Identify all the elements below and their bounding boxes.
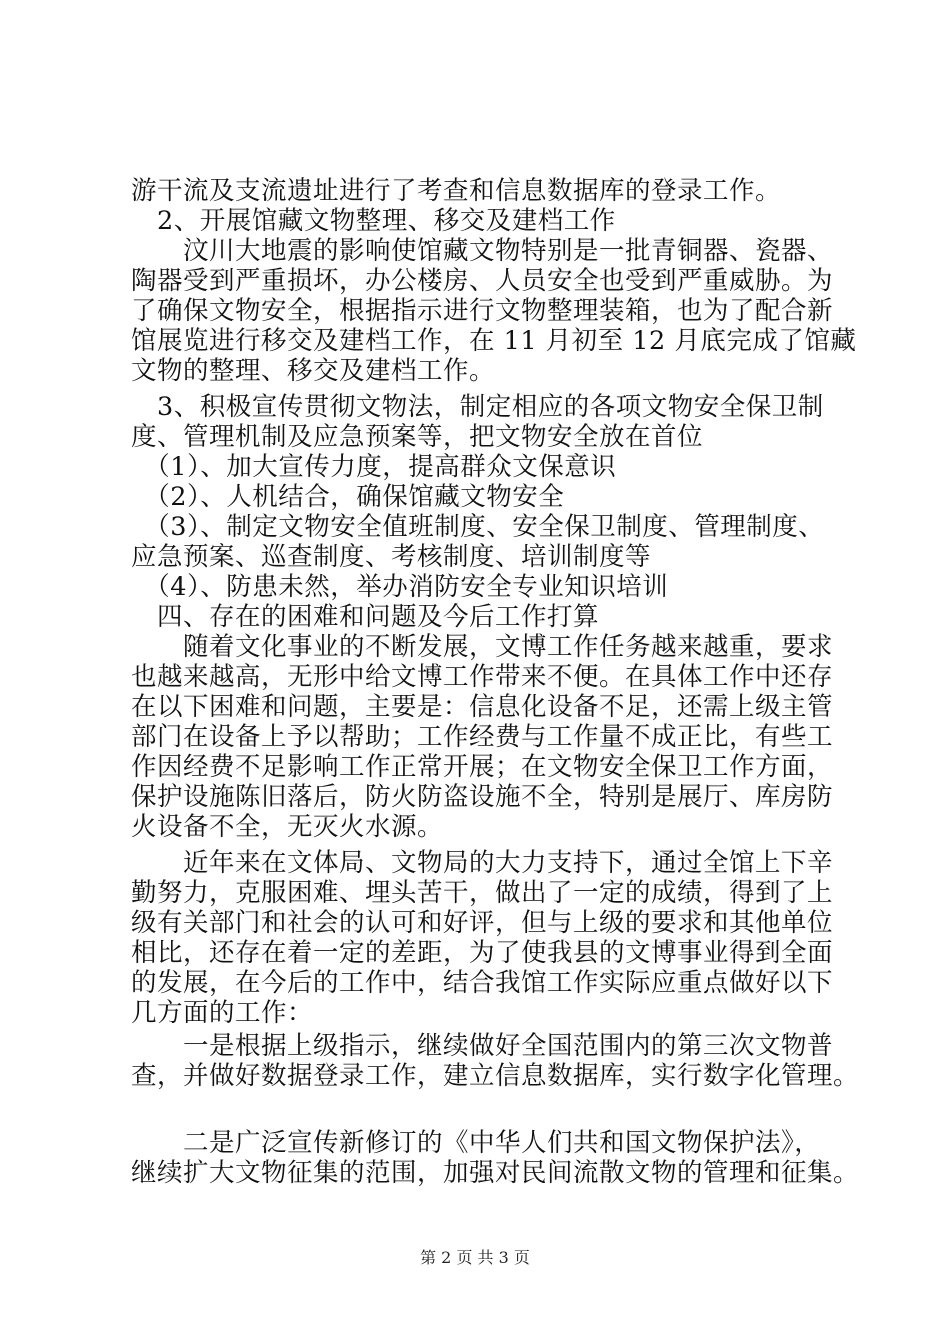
section-heading: 2、开展馆藏文物整理、移交及建档工作 — [131, 206, 616, 236]
body-text-line: 级有关部门和社会的认可和好评，但与上级的要求和其他单位 — [131, 908, 834, 938]
body-text-line: 在以下困难和问题，主要是：信息化设备不足，还需上级主管 — [131, 692, 834, 722]
list-item: （2）、人机结合，确保馆藏文物安全 — [131, 482, 565, 512]
list-item: （4）、防患未然，举办消防安全专业知识培训 — [131, 572, 669, 602]
list-item: （1）、加大宣传力度，提高群众文保意识 — [131, 452, 617, 482]
body-text-line: 应急预案、巡查制度、考核制度、培训制度等 — [131, 542, 652, 572]
page-footer: 第 2 页 共 3 页 — [420, 1248, 530, 1267]
section-heading: 3、积极宣传贯彻文物法，制定相应的各项文物安全保卫制 — [131, 392, 824, 422]
body-text-line: 保护设施陈旧落后，防火防盗设施不全，特别是展厅、库房防 — [131, 782, 834, 812]
body-text-line: 也越来越高，无形中给文博工作带来不便。在具体工作中还存 — [131, 662, 834, 692]
body-text-line: 二是广泛宣传新修订的《中华人们共和国文物保护法》， — [131, 1128, 821, 1158]
body-text-line: 近年来在文体局、文物局的大力支持下，通过全馆上下辛 — [131, 848, 834, 878]
body-text-line: 汶川大地震的影响使馆藏文物特别是一批青铜器、瓷器、 — [131, 236, 834, 266]
body-text-line: 了确保文物安全，根据指示进行文物整理装箱，也为了配合新 — [131, 296, 834, 326]
list-item: （3）、制定文物安全值班制度、安全保卫制度、管理制度、 — [131, 512, 825, 542]
body-text-line: 游干流及支流遗址进行了考查和信息数据库的登录工作。 — [131, 176, 782, 206]
body-text-line: 的发展，在今后的工作中，结合我馆工作实际应重点做好以下 — [131, 968, 834, 998]
body-text-line: 度、管理机制及应急预案等，把文物安全放在首位 — [131, 422, 704, 452]
body-text-line: 继续扩大文物征集的范围，加强对民间流散文物的管理和征集。 — [131, 1158, 860, 1188]
body-text-line: 陶器受到严重损坏，办公楼房、人员安全也受到严重威胁。为 — [131, 266, 834, 296]
body-text-line: 一是根据上级指示，继续做好全国范围内的第三次文物普 — [131, 1031, 834, 1061]
body-text-line: 部门在设备上予以帮助；工作经费与工作量不成正比，有些工 — [131, 722, 834, 752]
body-text-line: 馆展览进行移交及建档工作，在 11 月初至 12 月底完成了馆藏 — [131, 326, 857, 356]
body-text-line: 随着文化事业的不断发展，文博工作任务越来越重，要求 — [131, 632, 834, 662]
body-text-line: 作因经费不足影响工作正常开展；在文物安全保卫工作方面， — [131, 752, 834, 782]
body-text-line: 文物的整理、移交及建档工作。 — [131, 356, 496, 386]
body-text-line: 火设备不全，无灭火水源。 — [131, 812, 444, 842]
body-text-line: 相比，还存在着一定的差距，为了使我县的文博事业得到全面 — [131, 938, 834, 968]
body-text-line: 勤努力，克服困难、埋头苦干，做出了一定的成绩，得到了上 — [131, 878, 834, 908]
section-heading: 四、存在的困难和问题及今后工作打算 — [131, 602, 600, 632]
body-text-line: 查，并做好数据登录工作，建立信息数据库，实行数字化管理。 — [131, 1061, 860, 1091]
body-text-line: 几方面的工作： — [131, 998, 314, 1028]
